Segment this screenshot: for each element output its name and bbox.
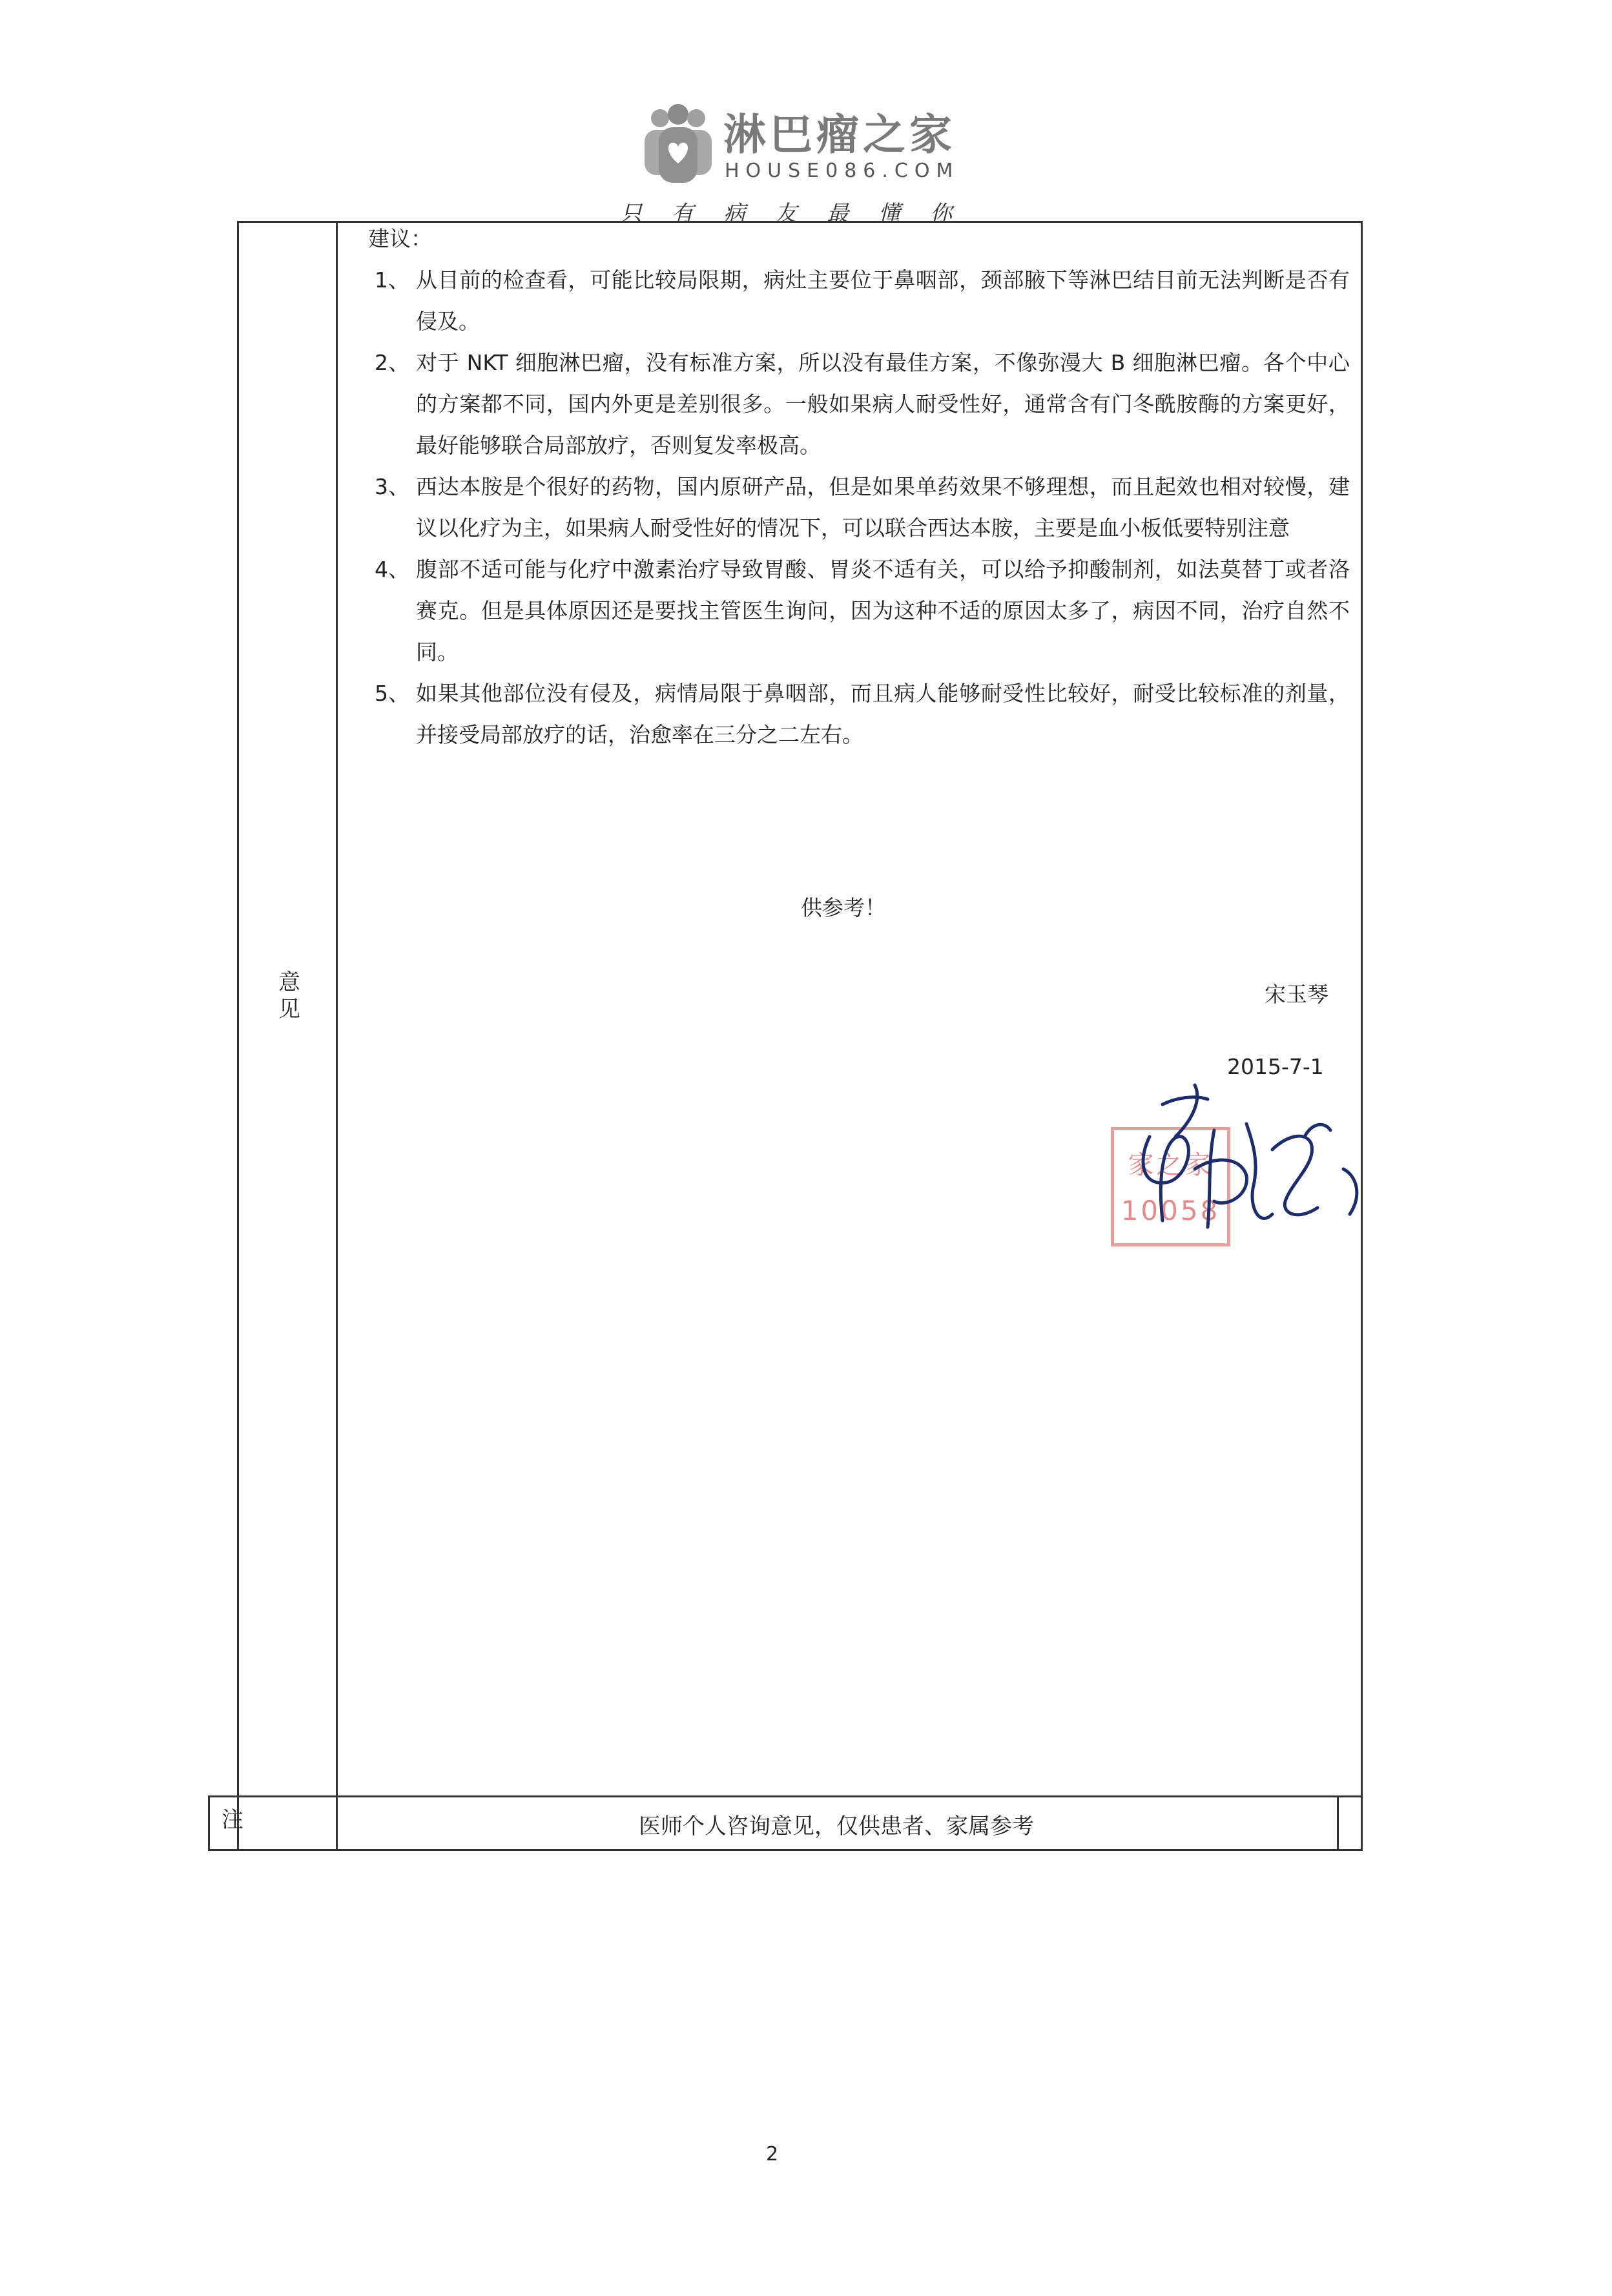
logo-url: HOUSE086.COM bbox=[725, 160, 960, 182]
stamp-number: 10058 bbox=[1121, 1195, 1221, 1226]
reference-note: 供参考！ bbox=[801, 895, 886, 920]
logo-slogan: 只有病友最懂你 bbox=[620, 201, 982, 227]
site-logo bbox=[620, 100, 982, 227]
item-number: 5、 bbox=[375, 681, 409, 706]
table-row-divider bbox=[208, 1795, 1363, 1797]
item-text: 从目前的检查看，可能比较局限期，病灶主要位于鼻咽部，颈部腋下等淋巴结目前无法判断是否有侵及。 bbox=[416, 267, 1350, 334]
table-column-divider bbox=[336, 221, 338, 1851]
opinion-label: 意 见 bbox=[278, 969, 300, 1022]
table-border-left bbox=[237, 221, 239, 1851]
people-heart-icon bbox=[639, 104, 717, 188]
sign-date: 2015-7-1 bbox=[1227, 1054, 1324, 1079]
handwritten-signature bbox=[1098, 1059, 1369, 1292]
item-number: 3、 bbox=[375, 474, 409, 499]
signer-name: 宋玉琴 bbox=[1265, 982, 1328, 1007]
table-border-right bbox=[1361, 221, 1363, 1851]
list-item bbox=[368, 466, 1350, 549]
item-number: 1、 bbox=[375, 267, 409, 293]
list-item bbox=[368, 549, 1350, 673]
list-item bbox=[368, 342, 1350, 466]
note-label: 注 bbox=[222, 1807, 243, 1833]
page-number: 2 bbox=[766, 2143, 779, 2166]
item-text: 对于 NKT 细胞淋巴瘤，没有标准方案，所以没有最佳方案，不像弥漫大 B 细胞淋巴瘤。各个中心的方案都不同，国内外更是差别很多。一般如果病人耐受性好，通常含有门冬酰胺酶的方案更好，最好能够联合局部放疗，否则复发率极高。 bbox=[416, 350, 1350, 458]
logo-title: 淋巴瘤之家 bbox=[723, 110, 956, 160]
item-number: 4、 bbox=[375, 557, 409, 582]
opinion-content bbox=[368, 218, 1350, 756]
item-text: 腹部不适可能与化疗中激素治疗导致胃酸、胃炎不适有关，可以给予抑酸制剂，如法莫替丁或者洛赛克。但是具体原因还是要找主管医生询问，因为这种不适的原因太多了，病因不同，治疗自然不同。 bbox=[416, 557, 1350, 665]
list-item bbox=[368, 673, 1350, 756]
list-item bbox=[368, 260, 1350, 342]
opinion-heading: 建议： bbox=[368, 226, 432, 251]
item-text: 西达本胺是个很好的药物，国内原研产品，但是如果单药效果不够理想，而且起效也相对较慢，建议以化疗为主，如果病人耐受性好的情况下，可以联合西达本胺，主要是血小板低要特别注意 bbox=[416, 474, 1350, 541]
note-text: 医师个人咨询意见，仅供患者、家属参考 bbox=[639, 1814, 1034, 1839]
item-text: 如果其他部位没有侵及，病情局限于鼻咽部，而且病人能够耐受性比较好，耐受比较标准的剂量，并接受局部放疗的话，治愈率在三分之二左右。 bbox=[416, 681, 1350, 747]
note-row-border-left bbox=[208, 1795, 210, 1851]
table-border-bottom bbox=[208, 1849, 1363, 1851]
note-row-border-right bbox=[1337, 1795, 1339, 1851]
item-number: 2、 bbox=[375, 350, 409, 375]
stamp-text: 家之家 bbox=[1128, 1150, 1214, 1180]
